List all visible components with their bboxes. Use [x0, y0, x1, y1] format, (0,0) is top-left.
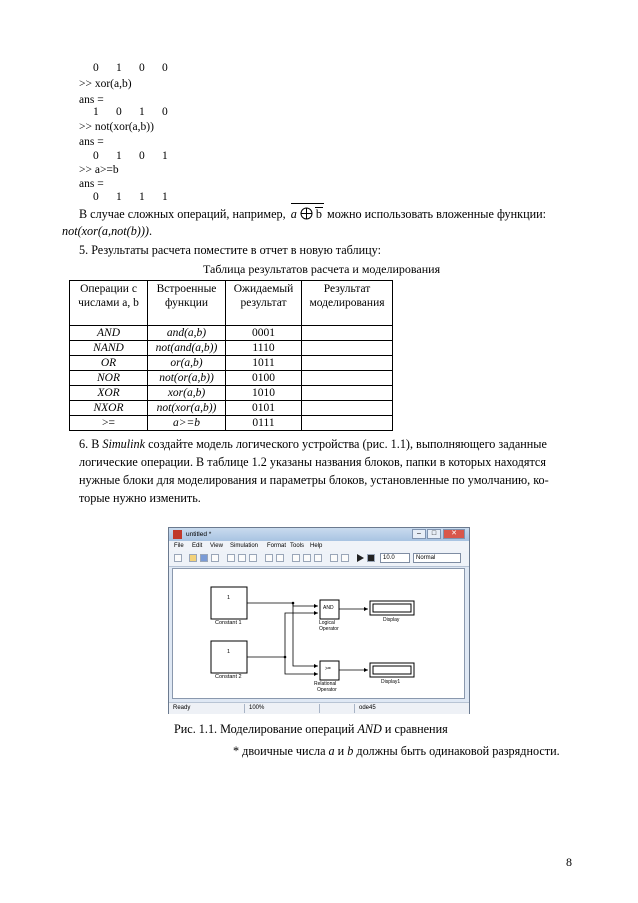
- code-result-row-2: 1 0 1 0: [93, 106, 168, 118]
- relational-operator-type: >=: [325, 666, 331, 672]
- window-title: untitled *: [186, 531, 212, 538]
- oplus-icon: [300, 207, 313, 220]
- new-model-icon[interactable]: [174, 554, 182, 562]
- redo-icon[interactable]: [276, 554, 284, 562]
- constant-2-block: [211, 641, 247, 673]
- code-command-xor: >> xor(a,b): [79, 78, 132, 90]
- step-6-line-4: торые нужно изменить.: [79, 491, 201, 505]
- table-row: XOR xor(a,b) 1010: [70, 386, 393, 401]
- code-ans-label: ans =: [79, 136, 104, 148]
- model-canvas[interactable]: [172, 568, 465, 699]
- table-row: >= a>=b 0111: [70, 416, 393, 431]
- code-result-row-3: 0 1 0 1: [93, 150, 168, 162]
- code-ans-label: ans =: [79, 178, 104, 190]
- up-icon[interactable]: [314, 554, 322, 562]
- table-row: AND and(a,b) 0001: [70, 326, 393, 341]
- menu-view[interactable]: View: [210, 543, 223, 549]
- paste-icon[interactable]: [249, 554, 257, 562]
- table-header-row: [70, 281, 393, 326]
- col-header-functions: Встроенные функции: [148, 281, 226, 326]
- results-table: [69, 280, 393, 431]
- step-5-text: 5. Результаты расчета поместите в отчет в новую таблицу:: [79, 243, 381, 257]
- undo-icon[interactable]: [265, 554, 273, 562]
- figure-caption: Рис. 1.1. Моделирование операций AND и сравнения: [174, 722, 448, 736]
- menu-help[interactable]: Help: [310, 543, 323, 549]
- step-6-line-3: нужные блоки для моделирования и параметры блоков, установленные по умолчанию, ко-: [79, 473, 549, 487]
- constant-1-value: 1: [227, 595, 231, 601]
- stop-time-field[interactable]: 10.0: [380, 553, 410, 563]
- step-6-line-2: логические операции. В таблице 1.2 указаны названия блоков, папки в которых находятся: [79, 455, 546, 469]
- build-icon[interactable]: [330, 554, 338, 562]
- step-6-line-1: 6. В Simulink создайте модель логического устройства (рис. 1.1), выполняющего заданные: [79, 437, 547, 451]
- window-titlebar: [169, 528, 469, 541]
- menu-format[interactable]: Format: [267, 543, 287, 549]
- col-header-expected: Ожидаемый результат: [226, 281, 302, 326]
- xor-formula: a b: [291, 207, 322, 222]
- figure-footnote: * двоичные числа a и b должны быть одинаковой разрядности.: [233, 744, 560, 758]
- relational-operator-label-2: Operator: [317, 687, 337, 693]
- menu-bar: [169, 541, 469, 551]
- minimize-button[interactable]: –: [412, 529, 426, 539]
- constant-1-label: Constant 1: [215, 620, 242, 626]
- stop-simulation-icon[interactable]: [367, 554, 375, 562]
- table-row: OR or(a,b) 1011: [70, 356, 393, 371]
- update-icon[interactable]: [341, 554, 349, 562]
- table-row: NOR not(or(a,b)) 0100: [70, 371, 393, 386]
- nested-function-example: not(xor(a,not(b))).: [62, 224, 153, 238]
- display-1-label: Display1: [381, 679, 401, 685]
- menu-simulation[interactable]: Simulation: [230, 543, 259, 549]
- open-folder-icon[interactable]: [189, 554, 197, 562]
- constant-1-block: [211, 587, 247, 619]
- code-result-row-1: 0 1 0 0: [93, 62, 168, 74]
- table-row: NXOR not(xor(a,b)) 0101: [70, 401, 393, 416]
- save-icon[interactable]: [200, 554, 208, 562]
- copy-icon[interactable]: [238, 554, 246, 562]
- cut-icon[interactable]: [227, 554, 235, 562]
- logical-operator-type: AND: [323, 605, 334, 611]
- logical-operator-label-1: Logical: [319, 620, 335, 626]
- code-ans-label: ans =: [79, 94, 104, 106]
- overline: [291, 203, 324, 204]
- status-bar: [169, 702, 469, 714]
- page-number: 8: [566, 855, 572, 869]
- display-label: Display: [383, 617, 400, 623]
- forward-icon[interactable]: [303, 554, 311, 562]
- constant-2-value: 1: [227, 649, 231, 655]
- menu-edit[interactable]: Edit: [192, 543, 203, 549]
- logical-operator-label-2: Operator: [319, 626, 339, 632]
- complex-ops-paragraph: В случае сложных операций, например, a b можно использовать вложенные функции:: [79, 207, 546, 222]
- start-simulation-icon[interactable]: [356, 554, 364, 562]
- negated-b: b: [315, 207, 322, 221]
- status-ready: Ready: [173, 705, 191, 711]
- menu-file[interactable]: File: [174, 543, 184, 549]
- code-command-ge: >> a>=b: [79, 164, 119, 176]
- code-result-row-4: 0 1 1 1: [93, 191, 168, 203]
- simulink-window: [168, 527, 470, 714]
- toolbar: [169, 551, 469, 567]
- col-header-operations: Операции с числами a, b: [70, 281, 148, 326]
- status-zoom: 100%: [249, 705, 265, 711]
- simulation-mode-select[interactable]: Normal: [413, 553, 461, 563]
- menu-tools[interactable]: Tools: [290, 543, 305, 549]
- back-icon[interactable]: [292, 554, 300, 562]
- matlab-logo-icon: [173, 530, 182, 539]
- col-header-simulated: Результат моделирования: [302, 281, 393, 326]
- maximize-button[interactable]: □: [427, 529, 441, 539]
- code-command-not-xor: >> not(xor(a,b)): [79, 121, 154, 133]
- close-button[interactable]: ✕: [443, 529, 465, 539]
- table-row: NAND not(and(a,b)) 1110: [70, 341, 393, 356]
- print-icon[interactable]: [211, 554, 219, 562]
- status-solver: ode45: [359, 705, 376, 711]
- table-caption: Таблица результатов расчета и моделирования: [203, 262, 441, 276]
- constant-2-label: Constant 2: [215, 674, 242, 680]
- relational-operator-label-1: Relational: [314, 681, 337, 687]
